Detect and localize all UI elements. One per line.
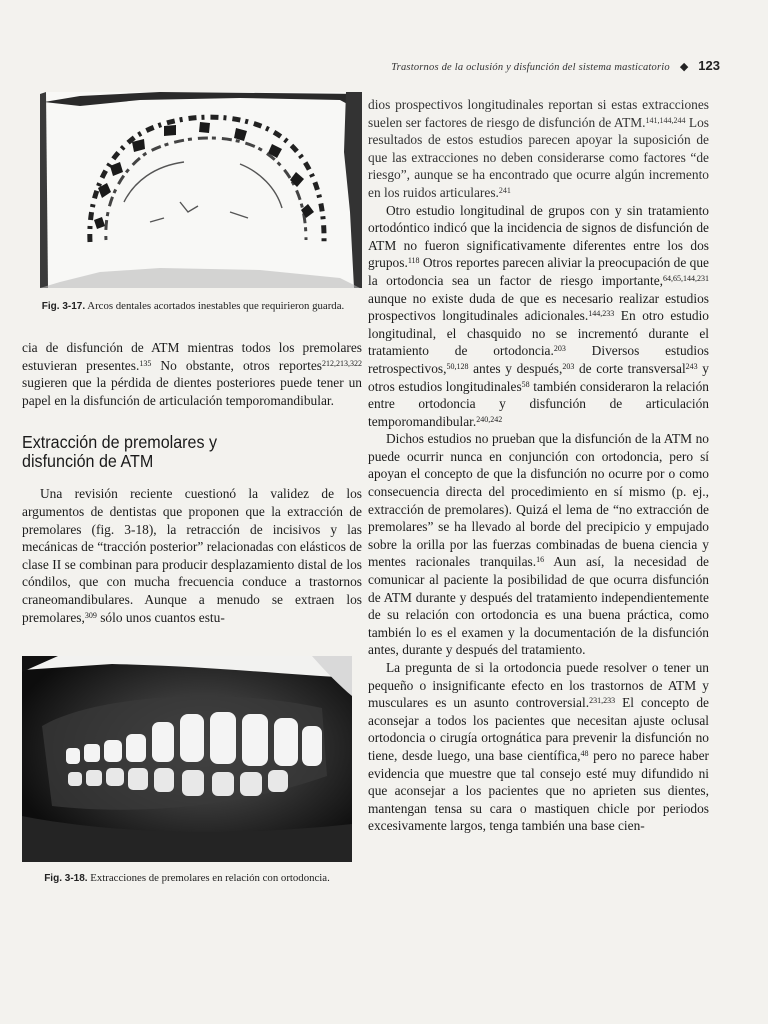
- running-header: [330, 58, 720, 73]
- text-run: sólo unos cuantos estu-: [96, 609, 225, 625]
- figure-3-17-caption: [32, 300, 354, 313]
- caption-text: Arcos dentales acortados inestables que requirieron guarda.: [87, 300, 345, 312]
- text-run: Aun así, la necesidad de comunicar al paciente la posibilidad de que ocurra disfunción de ATM durante y después del tratamiento independientemente de su relación con ortodoncia es una buena práctica, como también lo es el examen y la documentación de la disfunción antes, durante y después del tratamiento.: [368, 554, 709, 658]
- citation-superscript: 309: [84, 610, 97, 620]
- text-run: Otro estudio longitudinal de grupos con y sin tratamiento ortodóntico indicó que la incidencia de signos de disfunción de ATM no fueron significativamente diferentes entre los dos grupos.: [368, 202, 709, 271]
- citation-superscript: 243: [685, 361, 698, 371]
- text-run: Otros reportes parecen aliviar la preocupación de que la ortodoncia sea un factor de riesgo importante,: [368, 255, 709, 288]
- figure-3-17: [22, 92, 362, 313]
- premolar-extraction-photo: [22, 656, 352, 862]
- text-run: La pregunta de si la ortodoncia puede resolver o tener un pequeño o insignificante efecto en los trastornos de ATM y musculares es un asunto controversial.: [368, 660, 709, 711]
- citation-superscript: 135: [139, 358, 152, 368]
- text-run: y otros estudios longitudinales: [368, 360, 710, 394]
- text-run: también consideraron la relación entre ortodoncia y disfunción de articulación temporomandibular.: [368, 378, 709, 429]
- text-run: de corte transversal: [574, 360, 686, 376]
- diamond-ornament-icon: ◆: [679, 61, 689, 73]
- citation-superscript: 141,144,244: [645, 115, 686, 125]
- text-run: El concepto de aconsejar a todos los pacientes que necesitan ajuste oclusal ortodoncia o cirugía ortognática para prevenir la disfunción no tiene, desde luego, una base científica,: [368, 695, 710, 763]
- right-column: [368, 96, 709, 835]
- citation-superscript: 203: [562, 361, 575, 371]
- figure-3-18-caption: [22, 872, 352, 885]
- text-run: cia de disfunción de ATM mientras todos los premolares estuvieran presentes.: [22, 340, 362, 373]
- text-run: antes y después,: [468, 360, 563, 376]
- paragraph-continued: [22, 339, 362, 409]
- text-run: aunque no existe duda de que es necesario realizar estudios prospectivos longitudinales adicionales.: [368, 290, 709, 324]
- citation-superscript: 64,65,144,231: [663, 273, 709, 283]
- dental-arch-illustration: [40, 92, 362, 288]
- citation-superscript: 241: [498, 185, 511, 195]
- citation-superscript: 212,213,322: [322, 358, 362, 368]
- text-run: pero no parece haber evidencia que muestre que tal consejo esté muy difundido ni que aconsejar a los pacientes que no aprieten sus dientes, mantengan tensa su cara o mastiquen chicle por periodos excesivamente largos, tenga también una base cien-: [368, 747, 709, 834]
- running-title: Trastornos de la oclusión y disfunción del sistema masticatorio: [391, 62, 670, 73]
- text-run: Dichos estudios no prueban que la disfunción de la ATM no puede ocurrir nunca en conjunción con ortodoncia, pero sí apoyan el concepto de que la disfunción no ocurre por o como consecuencia directa del procedimiento en sí mismo (p. ej., extracción de premolares). Quizá el lema de “no extracción de premolares” se ha llevado al borde del precipicio y empujado sobre la orilla por las fuerzas combinadas de buena ciencia y mentes racionales tranquilas.: [368, 431, 709, 570]
- figure-number: Fig. 3-18.: [44, 873, 88, 885]
- text-run: En otro estudio longitudinal, el chasquido no se incrementó durante el tratamiento de ortodoncia.: [368, 308, 709, 359]
- citation-superscript: 50,128: [446, 361, 469, 371]
- figure-3-18: [22, 656, 362, 885]
- text-run: dios prospectivos longitudinales reportan si estas extracciones suelen ser factores de riesgo de disfunción de ATM.: [368, 97, 709, 130]
- paragraph-1: [368, 96, 709, 202]
- citation-superscript: 231,233: [589, 696, 616, 706]
- section-heading-line: Extracción de premolares y: [22, 432, 218, 453]
- paragraph-review: [22, 485, 362, 626]
- intraoral-photo-illustration: [22, 656, 352, 862]
- citation-superscript: 48: [580, 748, 589, 758]
- dental-arch-photo: [40, 92, 362, 288]
- caption-text: Extracciones de premolares en relación con ortodoncia.: [90, 872, 330, 885]
- citation-superscript: 58: [521, 379, 530, 389]
- text-run: Diversos estudios retrospectivos,: [368, 343, 709, 376]
- page-number: 123: [698, 58, 720, 73]
- citation-superscript: 16: [536, 555, 545, 565]
- paragraph-2: [368, 202, 709, 431]
- section-heading-line: disfunción de ATM: [22, 451, 154, 472]
- citation-superscript: 240,242: [476, 414, 503, 424]
- section-heading: [22, 433, 335, 471]
- citation-superscript: 118: [407, 256, 420, 266]
- text-run: No obstante, otros reportes: [151, 357, 322, 373]
- paragraph-3: [368, 430, 709, 659]
- text-run: sugieren que la pérdida de dientes posteriores puede tener un papel en la disfunción de articulación temporomandibular.: [22, 375, 362, 408]
- citation-superscript: 203: [553, 344, 566, 354]
- citation-superscript: 144,233: [588, 309, 615, 319]
- paragraph-4: [368, 659, 709, 835]
- text-run: Los resultados de estos estudios parecen apoyar la suposición de que las extracciones no deben considerarse como factores “de riesgo”, aunque se ha encontrado que ocurre algún incremento en los ruidos articulares.: [368, 114, 710, 200]
- figure-number: Fig. 3-17.: [41, 301, 86, 312]
- text-run: Una revisión reciente cuestionó la validez de los argumentos de dentistas que proponen que la extracción de premolares (fig. 3-18), la retracción de incisivos y las mecánicas de “tracción posterior” relacionadas con elásticos de clase II se combinan para producir desplazamiento distal de los cóndilos, que con mucha frecuencia conduce a trastornos craneomandibulares. Aunque a menudo se extraen los premolares,: [22, 486, 362, 625]
- left-column: [22, 92, 362, 885]
